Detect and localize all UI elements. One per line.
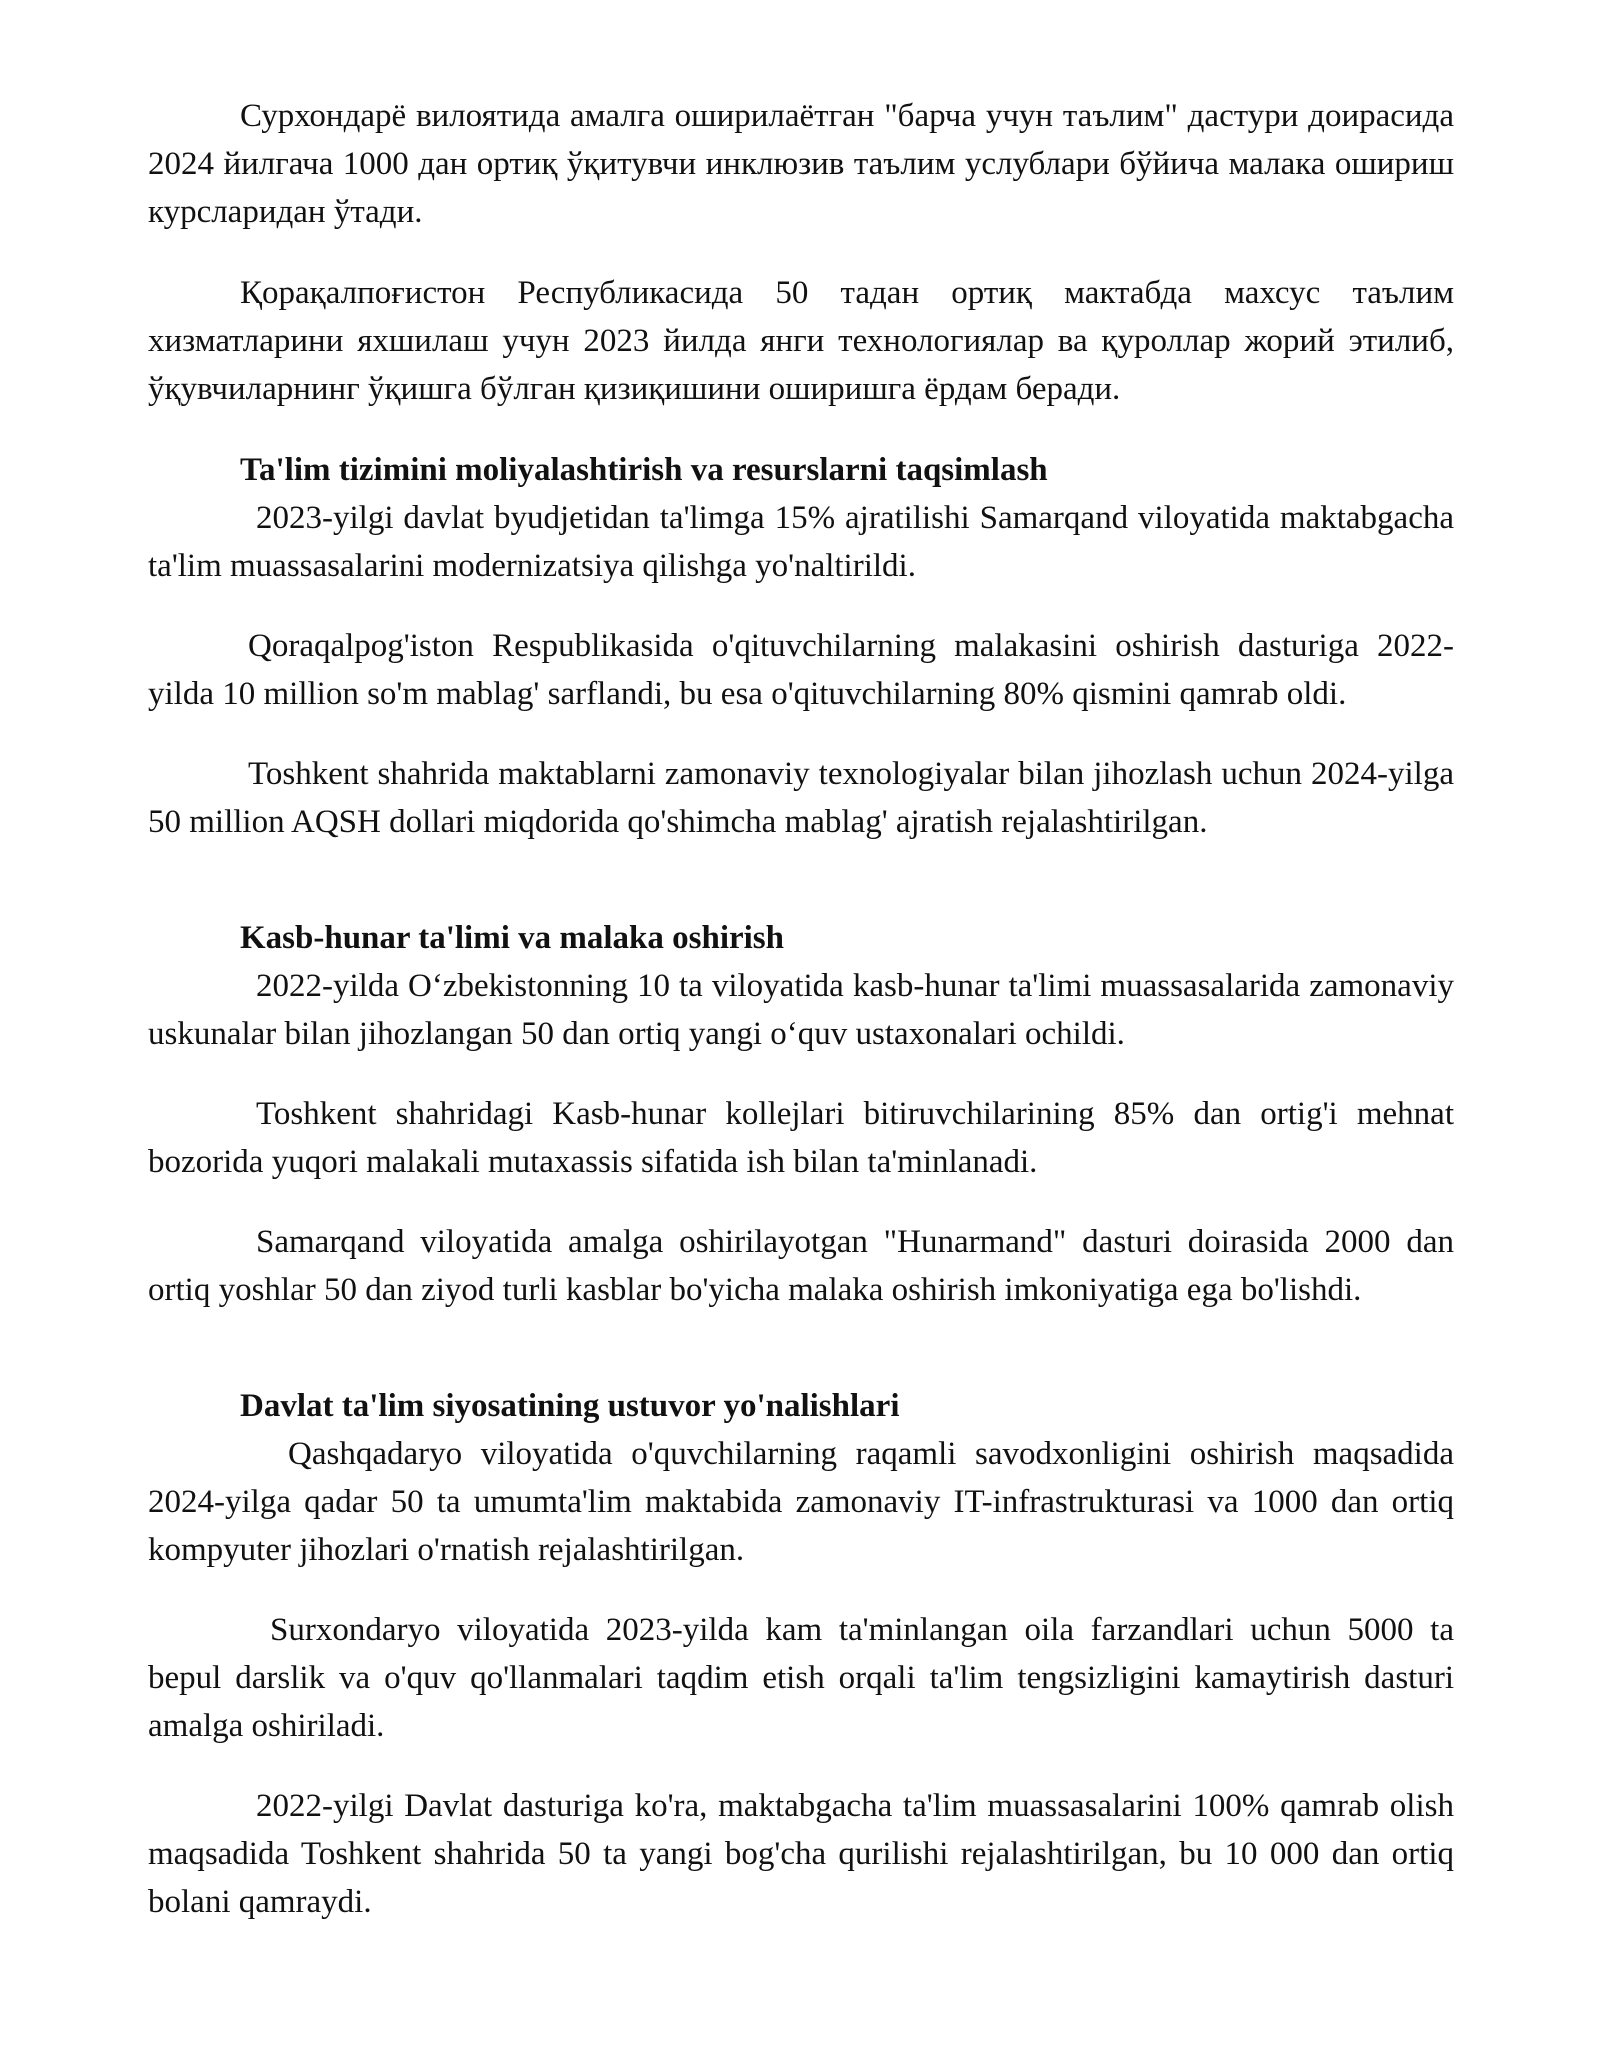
paragraph-tashkent-technology-funding: Toshkent shahrida maktablarni zamonaviy texnologiyalar bilan jihozlash uchun 2024-yilga 50 million AQSH dollari miqdorida qo'shimcha mablag' ajratish rejalashtirilgan.	[148, 756, 1454, 840]
paragraph-vocational-workshops: 2022-yilda O‘zbekistonning 10 ta viloyatida kasb-hunar ta'limi muassasalarida zamonaviy uskunalar bilan jihozlangan 50 dan ortiq yangi o‘quv ustaxonalari ochildi.	[148, 968, 1454, 1052]
paragraph-special-education-karakalpakstan: Қорақалпоғистон Республикасида 50 тадан ортиқ мактабда махсус таълим хизматларини яхшилаш учун 2023 йилда янги технологиялар ва қуроллар жорий этилиб, ўқувчиларнинг ўқишга бўлган қизиқишини оширишга ёрдам беради.	[148, 275, 1454, 407]
paragraph-kindergarten-coverage-tashkent: 2022-yilgi Davlat dasturiga ko'ra, maktabgacha ta'lim muassasalarini 100% qamrab olish maqsadida Toshkent shahrida 50 ta yangi bog'cha qurilishi rejalashtirilgan, bu 10 000 dan ortiq bolani qamraydi.	[148, 1788, 1454, 1920]
paragraph-digital-literacy-kashkadarya: Qashqadaryo viloyatida o'quvchilarning raqamli savodxonligini oshirish maqsadida 2024-yilga qadar 50 ta umumta'lim maktabida zamonaviy IT-infrastrukturasi va 1000 dan ortiq kompyuter jihozlari o'rnatish rejalashtirilgan.	[148, 1436, 1454, 1568]
paragraph-budget-samarkand: 2023-yilgi davlat byudjetidan ta'limga 15% ajratilishi Samarqand viloyatida maktabgacha ta'lim muassasalarini modernizatsiya qilishga yo'naltirildi.	[148, 500, 1454, 584]
section-heading-vocational: Kasb-hunar ta'limi va malaka oshirish	[240, 920, 785, 956]
paragraph-free-textbooks-surkhandarya: Surxondaryo viloyatida 2023-yilda kam ta'minlangan oila farzandlari uchun 5000 ta bepul darslik va o'quv qo'llanmalari taqdim etish orqali ta'lim tengsizligini kamaytirish dasturi amalga oshiriladi.	[148, 1612, 1454, 1744]
paragraph-college-graduates-employment: Toshkent shahridagi Kasb-hunar kollejlari bitiruvchilarining 85% dan ortig'i mehnat bozorida yuqori malakali mutaxassis sifatida ish bilan ta'minlanadi.	[148, 1096, 1454, 1180]
paragraph-teacher-training-karakalpakstan: Qoraqalpog'iston Respublikasida o'qituvchilarning malakasini oshirish dasturiga 2022-yilda 10 million so'm mablag' sarflandi, bu esa o'qituvchilarning 80% qismini qamrab oldi.	[148, 628, 1454, 712]
paragraph-inclusive-education-surkhandarya: Сурхондарё вилоятида амалга оширилаётган "барча учун таълим" дастури доирасида 2024 йилгача 1000 дан ортиқ ўқитувчи инклюзив таълим услублари бўйича малака ошириш курсларидан ўтади.	[148, 98, 1454, 230]
document-page	[148, 92, 1454, 1926]
section-heading-state-policy: Davlat ta'lim siyosatining ustuvor yo'nalishlari	[240, 1388, 900, 1424]
paragraph-hunarmand-program: Samarqand viloyatida amalga oshirilayotgan "Hunarmand" dasturi doirasida 2000 dan ortiq yoshlar 50 dan ziyod turli kasblar bo'yicha malaka oshirish imkoniyatiga ega bo'lishdi.	[148, 1224, 1454, 1308]
section-heading-financing: Ta'lim tizimini moliyalashtirish va resurslarni taqsimlash	[240, 452, 1048, 488]
